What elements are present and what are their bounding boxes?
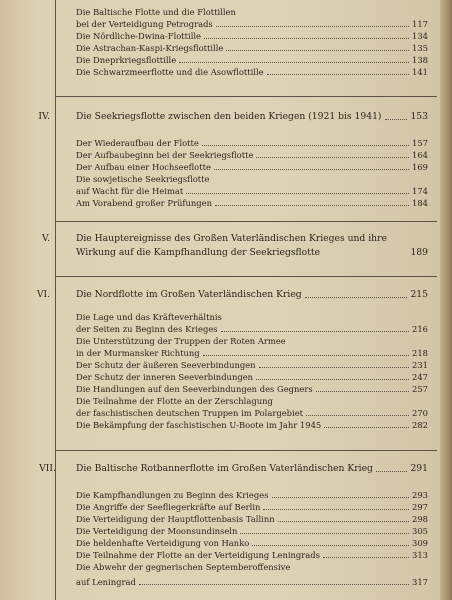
entry-title: Die Handlungen auf den Seeverbindungen des Gegners [76, 384, 313, 394]
chapter-title: Die Hauptereignisse des Großen Vaterländischen Krieges und ihre [76, 233, 387, 244]
page-number: 134 [412, 31, 428, 41]
toc-entry [76, 137, 428, 148]
dot-leader [202, 144, 409, 146]
entry-title: der Seiten zu Beginn des Krieges [76, 324, 218, 334]
toc-entry [76, 6, 428, 17]
dot-leader [256, 378, 409, 380]
chapter-heading [76, 463, 428, 474]
entry-title: Die Baltische Flotte und die Flottillen [76, 7, 236, 17]
dot-leader [272, 496, 409, 498]
entry-title: Der Schutz der äußeren Seeverbindungen [76, 360, 256, 370]
dot-leader [376, 470, 408, 472]
dot-leader [385, 118, 408, 120]
page-number: 270 [412, 408, 428, 418]
dot-leader [221, 330, 409, 332]
entry-title: Der Aufbaubeginn bei der Seekriegsflotte [76, 150, 254, 160]
chapter-title: Die Baltische Rotbannerflotte im Großen Vaterländischen Krieg [76, 463, 373, 474]
entry-title: Die Unterstützung der Truppen der Roten Armee [76, 336, 286, 346]
section-divider [55, 96, 437, 97]
page-number: 317 [412, 577, 428, 587]
toc-entry [76, 149, 428, 160]
chapter-numeral: VI. [36, 289, 50, 300]
toc-entry [76, 383, 428, 394]
chapter-heading [76, 233, 428, 244]
toc-entry [76, 66, 428, 77]
dot-leader [240, 532, 409, 534]
chapter-heading [76, 289, 428, 300]
toc-entry [76, 561, 428, 572]
dot-leader [324, 426, 409, 428]
chapter-numeral: V. [42, 233, 50, 244]
toc-entry [76, 537, 428, 548]
page-number: 189 [410, 247, 428, 258]
left-margin-rule [55, 0, 56, 600]
toc-entry [76, 347, 428, 358]
dot-leader [252, 544, 409, 546]
entry-title: Die Abwehr der gegnerischen Septemberoffensive [76, 562, 291, 572]
page-number: 309 [412, 538, 428, 548]
chapter-heading [76, 247, 428, 258]
toc-entry [76, 54, 428, 65]
toc-entry [76, 185, 428, 196]
chapter-title: Die Seekriegsflotte zwischen den beiden Kriegen (1921 bis 1941) [76, 111, 382, 122]
entry-title: Die Dneprkriegsflottille [76, 55, 177, 65]
dot-leader [139, 583, 409, 585]
page-number: 135 [412, 43, 428, 53]
chapter-heading [76, 111, 428, 122]
page-number: 117 [412, 19, 428, 29]
entry-title: Der Wiederaufbau der Flotte [76, 138, 199, 148]
section-divider [55, 450, 437, 451]
page-number: 305 [412, 526, 428, 536]
toc-entry [76, 323, 428, 334]
section-divider [55, 221, 437, 222]
dot-leader [263, 508, 409, 510]
entry-title: Die Lage und das Kräfteverhältnis [76, 312, 222, 322]
toc-entry [76, 525, 428, 536]
page-number: 313 [412, 550, 428, 560]
toc-entry [76, 549, 428, 560]
entry-title: Die Schwarzmeerflotte und die Asowflottille [76, 67, 264, 77]
toc-entry [76, 501, 428, 512]
entry-title: bei der Verteidigung Petrograds [76, 19, 213, 29]
entry-title: Der Schutz der inneren Seeverbindungen [76, 372, 254, 382]
chapter-numeral: IV. [38, 111, 50, 122]
entry-title: Die Teilnahme der Flotte an der Zerschlagung [76, 396, 273, 406]
dot-leader [278, 520, 409, 522]
toc-entry [76, 371, 428, 382]
page-number: 291 [410, 463, 428, 474]
entry-title: Die Angriffe der Seefliegerkräfte auf Berlin [76, 502, 261, 512]
dot-leader [323, 556, 409, 558]
page-number: 164 [412, 150, 428, 160]
page-number: 153 [410, 111, 428, 122]
toc-entry [76, 173, 428, 184]
dot-leader [186, 192, 409, 194]
toc-entry [76, 513, 428, 524]
dot-leader [259, 366, 409, 368]
toc-entry [76, 395, 428, 406]
entry-title: Die Kampfhandlungen zu Beginn des Krieges [76, 490, 269, 500]
toc-entry [76, 576, 428, 587]
dot-leader [179, 61, 409, 63]
entry-title: Am Vorabend großer Prüfungen [76, 198, 212, 208]
page-number: 169 [412, 162, 428, 172]
entry-title: Die sowjetische Seekriegsflotte [76, 174, 210, 184]
page-edge [440, 0, 452, 600]
dot-leader [203, 354, 409, 356]
page-number: 174 [412, 186, 428, 196]
page-number: 293 [412, 490, 428, 500]
dot-leader [267, 73, 409, 75]
entry-title: in der Murmansker Richtung [76, 348, 200, 358]
chapter-numeral: VII. [39, 463, 56, 474]
dot-leader [323, 254, 407, 256]
entry-title: Die heldenhafte Verteidigung von Hanko [76, 538, 250, 548]
page-number: 157 [412, 138, 428, 148]
toc-entry [76, 407, 428, 418]
entry-title: Der Aufbau einer Hochseeflotte [76, 162, 211, 172]
dot-leader [305, 296, 408, 298]
toc-entry [76, 489, 428, 500]
toc-entry [76, 311, 428, 322]
entry-title: Die Bekämpfung der faschistischen U-Boote im Jahr 1945 [76, 420, 322, 430]
page-number: 298 [412, 514, 428, 524]
page-number: 141 [412, 67, 428, 77]
page-number: 257 [412, 384, 428, 394]
entry-title: Die Nördliche-Dwina-Flottille [76, 31, 202, 41]
dot-leader [216, 25, 409, 27]
page-number: 247 [412, 372, 428, 382]
page-number: 297 [412, 502, 428, 512]
page-number: 215 [410, 289, 428, 300]
entry-title: der faschistischen deutschen Truppen im Polargebiet [76, 408, 304, 418]
page-number: 231 [412, 360, 428, 370]
toc-entry [76, 335, 428, 346]
dot-leader [226, 49, 409, 51]
page-number: 282 [412, 420, 428, 430]
dot-leader [256, 156, 409, 158]
toc-entry [76, 161, 428, 172]
dot-leader [316, 390, 409, 392]
toc-entry [76, 30, 428, 41]
dot-leader [214, 168, 409, 170]
page-number: 138 [412, 55, 428, 65]
toc-entry [76, 197, 428, 208]
chapter-title: Wirkung auf die Kampfhandlung der Seekriegsflotte [76, 247, 321, 258]
entry-title: Die Astrachan-Kaspi-Kriegsflottille [76, 43, 224, 53]
toc-entry [76, 18, 428, 29]
dot-leader [204, 37, 409, 39]
toc-entry [76, 42, 428, 53]
page-number: 216 [412, 324, 428, 334]
entry-title: auf Wacht für die Heimat [76, 186, 184, 196]
page-number: 218 [412, 348, 428, 358]
section-divider [55, 276, 437, 277]
dot-leader [306, 414, 409, 416]
dot-leader [215, 204, 409, 206]
entry-title: Die Teilnahme der Flotte an der Verteidigung Leningrads [76, 550, 320, 560]
entry-title: Die Verteidigung der Hauptflottenbasis Tallinn [76, 514, 275, 524]
toc-entry [76, 419, 428, 430]
entry-title: auf Leningrad [76, 577, 136, 587]
entry-title: Die Verteidigung der Moonsundinseln [76, 526, 238, 536]
toc-entry [76, 359, 428, 370]
chapter-title: Die Nordflotte im Großen Vaterländischen Krieg [76, 289, 302, 300]
page-number: 184 [412, 198, 428, 208]
